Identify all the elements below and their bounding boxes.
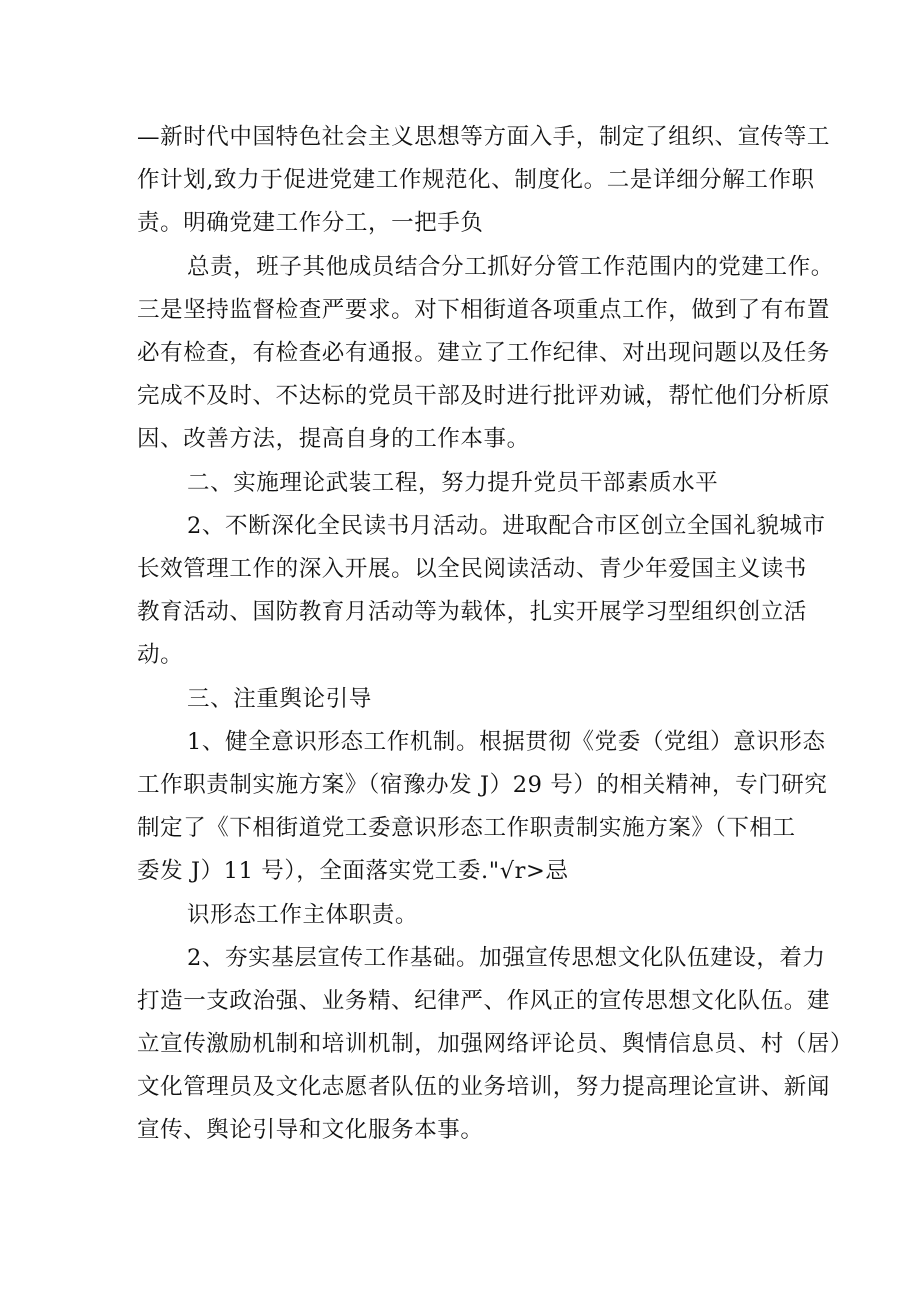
text-line: 工作职责制实施方案》（宿豫办发 J）29 号）的相关精神，专门研究 — [137, 772, 828, 798]
text-line: 1、健全意识形态工作机制。根据贯彻《党委（党组）意识形态 — [187, 729, 826, 755]
text-line: 2、夯实基层宣传工作基础。加强宣传思想文化队伍建设，着力 — [187, 945, 826, 971]
text-line: 2、不断深化全民读书月活动。进取配合市区创立全国礼貌城市 — [187, 513, 826, 539]
text-line: 作计划,致力于促进党建工作规范化、制度化。二是详细分解工作职 — [137, 167, 815, 193]
text-line: 识形态工作主体职责。 — [187, 902, 419, 928]
text-line: 长效管理工作的深入开展。以全民阅读活动、青少年爱国主义读书 — [137, 556, 807, 582]
text-line: 因、改善方法，提高自身的工作本事。 — [137, 426, 530, 452]
text-line: 文化管理员及文化志愿者队伍的业务培训，努力提高理论宣讲、新闻 — [137, 1074, 831, 1100]
text-line: 立宣传激励机制和培训机制，加强网络评论员、舆情信息员、村（居） — [137, 1031, 854, 1057]
text-line: 打造一支政治强、业务精、纪律严、作风正的宣传思想文化队伍。建 — [137, 988, 831, 1014]
text-line: 动。 — [137, 642, 184, 668]
text-line: 三、注重舆论引导 — [187, 686, 372, 712]
text-line: 制定了《下相街道党工委意识形态工作职责制实施方案》（下相工 — [137, 815, 796, 841]
text-line: —新时代中国特色社会主义思想等方面入手，制定了组织、宣传等工 — [137, 124, 831, 150]
text-line: 责。明确党建工作分工，一把手负 — [137, 210, 484, 236]
text-line: 二、实施理论武装工程，努力提升党员干部素质水平 — [187, 470, 719, 496]
text-line: 三是坚持监督检查严要求。对下相街道各项重点工作，做到了有布置 — [137, 297, 831, 323]
text-line: 完成不及时、不达标的党员干部及时进行批评劝诫，帮忙他们分析原 — [137, 383, 831, 409]
text-line: 必有检查，有检查必有通报。建立了工作纪律、对出现问题以及任务 — [137, 340, 831, 366]
text-line: 总责，班子其他成员结合分工抓好分管工作范围内的党建工作。 — [187, 254, 834, 280]
text-line: 教育活动、国防教育月活动等为载体，扎实开展学习型组织创立活 — [137, 599, 807, 625]
text-line: 委发 J）11 号），全面落实党工委."√r>忌 — [137, 858, 569, 884]
text-line: 宣传、舆论引导和文化服务本事。 — [137, 1117, 484, 1143]
